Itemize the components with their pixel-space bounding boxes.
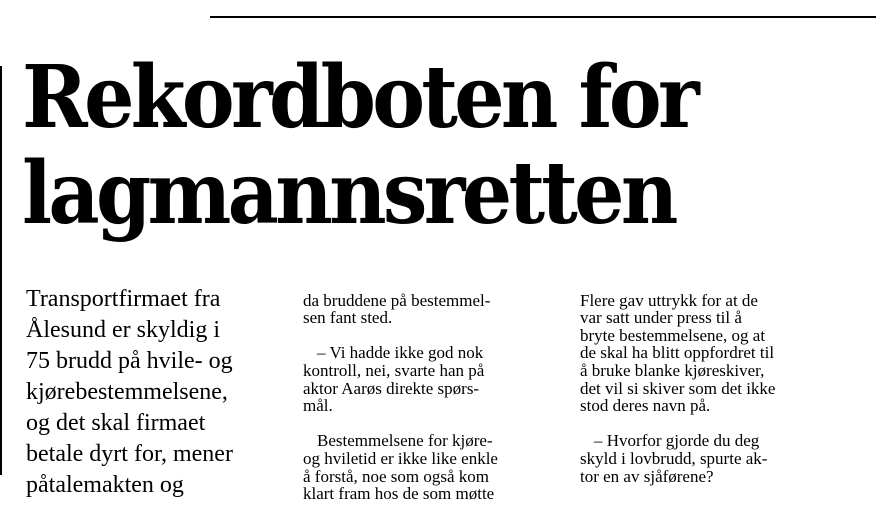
- lead-paragraph: Transportfirmaet fra Ålesund er skyldig i 75 brudd på hvile- og kjørebestemmelsene, og det skal firmaet betale dyrt for, mener påtalemakten og: [26, 286, 233, 498]
- top-rule: [210, 16, 876, 18]
- body-paragraph: Flere gav uttrykk for at de var satt under press til å bryte bestemmelsene, og at de skal ha blitt oppfordret til å bruke blanke kjøreskiver, det vil si skiver som det ikke stod deres navn på.: [580, 290, 776, 416]
- body-column-3: [580, 274, 876, 503]
- left-column-rule: [0, 66, 2, 475]
- body-paragraph: – Vi hadde ikke god nok kontroll, nei, svarte han på aktor Aarøs direkte spørs- mål.: [303, 343, 485, 416]
- body-paragraph: Bestemmelsene for kjøre- og hviletid er ikke like enkle å forstå, noe som også kom klart fram hos de som møtte: [303, 431, 498, 504]
- body-paragraph: da bruddene på bestemmel- sen fant sted.: [303, 290, 491, 328]
- headline: Rekordboten for lagmannsretten: [22, 47, 697, 244]
- body-column-2: [303, 274, 565, 520]
- body-paragraph: – Hvorfor gjorde du deg skyld i lovbrudd, spurte ak- tor en av sjåførene?: [580, 431, 768, 486]
